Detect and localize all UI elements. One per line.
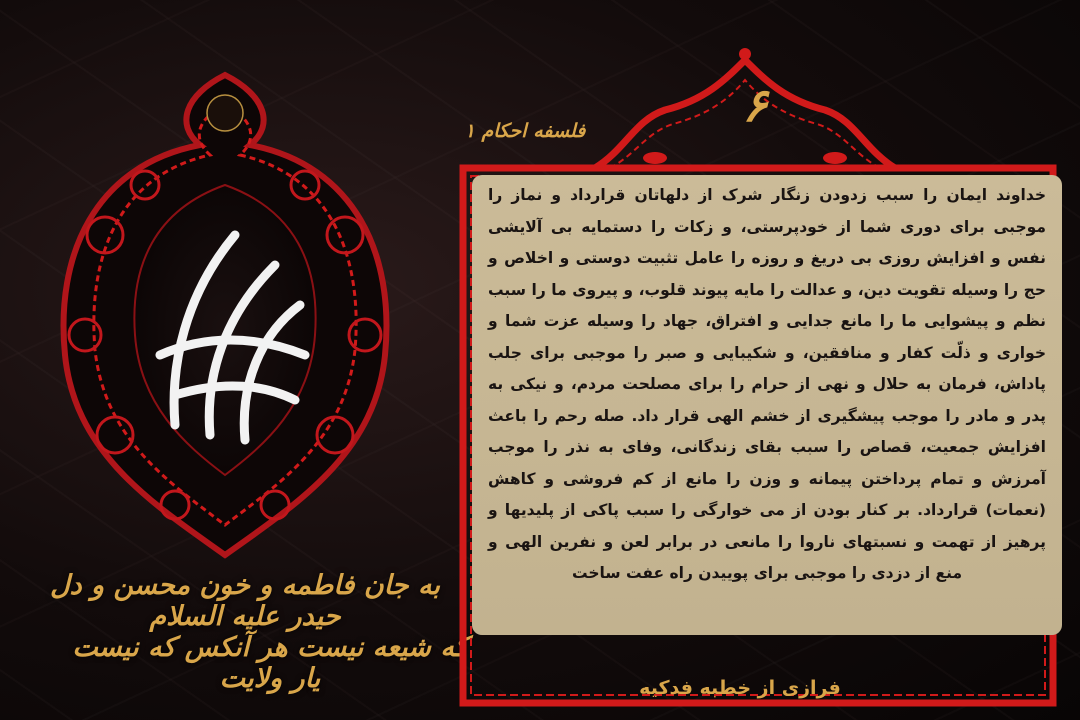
footer-source: فرازی از خطبه فدکیه: [639, 677, 841, 699]
series-title: فلسفه احکام ۱: [464, 120, 586, 142]
emblem-ornament: [35, 35, 415, 575]
fatima-calligraphy-emblem: [35, 35, 415, 575]
poem-line-2: که شیعه نیست هر آنکس که نیست یار ولایت: [72, 632, 468, 694]
sermon-body-text: خداوند ایمان را سبب زدودن زنگار شرک از دلهاتان قرارداد و نماز را موجبی برای دوری شما از خودپرستی، و زکات را دستمایه بی آلایشی نفس و افزایش روزی بی دریغ و روزه را عامل تثبیت دوستی و اخلاص و حج را وسیله تقویت دین، و عدالت را مایه پیوند قلوب، و پیروی ما را سبب نظم و پیشوایی ما را مانع جدایی و افتراق، جهاد را وسیله عزت شما و خواری و ذلّت کفار و منافقین، و شکیبایی و صبر را موجبی برای جلب پاداش، فرمان به حلال و نهی از حرام را برای مصلحت مردم، و نیکی به پدر و مادر را موجب پیشگیری از خشم الهی قرار داد. صله رحم را باعث افزایش جمعیت، قصاص را سبب بقای زندگانی، وفای به نذر را موجب آمرزش و تمام پرداختن پیمانه و وزن را مانع از کم فروشی و کاهش (نعمات) قرارداد. بر کنار بودن از می خوارگی را سبب پاکی از پلیدیها و پرهیز از تهمت و نسبتهای ناروا را مانعی در برابر لعن و نفرین الهی و منع از دزدی را موجبی برای پوییدن راه عفت ساخت: [488, 186, 1046, 582]
poem-line-1: به جان فاطمه و خون محسن و دل حیدر علیه السلام: [50, 570, 440, 632]
card-number: ۶: [742, 78, 768, 132]
